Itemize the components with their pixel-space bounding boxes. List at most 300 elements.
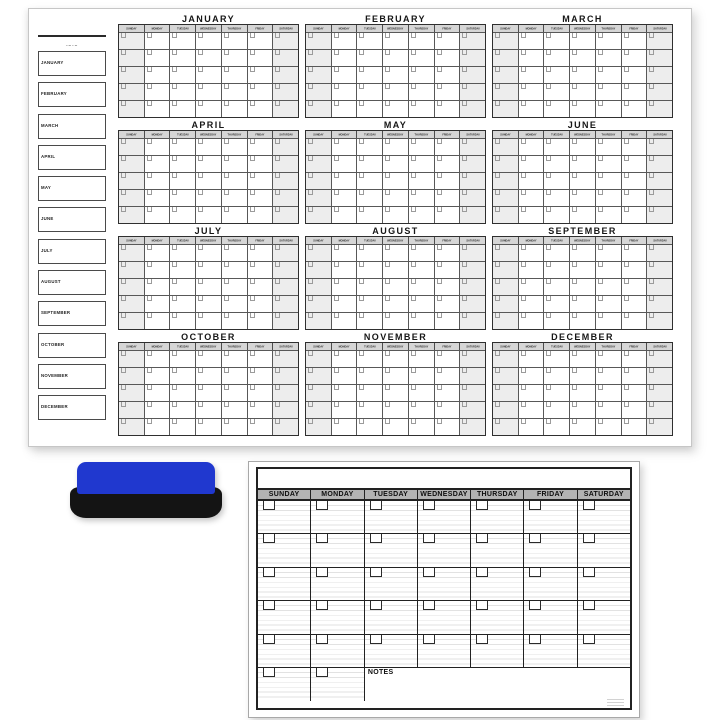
date-checkbox [172, 419, 177, 424]
day-header-cell [596, 131, 622, 138]
day-cell [119, 66, 145, 83]
day-cell [248, 244, 274, 261]
day-cell [544, 278, 570, 295]
day-cell [435, 278, 461, 295]
date-checkbox [308, 279, 313, 284]
day-header-label: FRIDAY [629, 27, 639, 30]
date-checkbox [385, 262, 390, 267]
day-cell [145, 384, 171, 401]
day-header-cell [222, 131, 248, 138]
day-header-cell [409, 343, 435, 350]
day-cell [596, 83, 622, 100]
day-cell [222, 49, 248, 66]
eraser-handle [77, 462, 215, 494]
monthly-day-cell [578, 601, 630, 633]
day-cell [622, 189, 648, 206]
date-checkbox [546, 207, 551, 212]
day-cell [596, 32, 622, 49]
week-row [119, 312, 298, 329]
date-checkbox [649, 84, 654, 89]
day-cell [119, 384, 145, 401]
day-cell [647, 49, 672, 66]
week-row [306, 155, 485, 172]
day-header-cell [306, 343, 332, 350]
date-checkbox [263, 635, 275, 644]
date-checkbox [275, 419, 280, 424]
day-cell [196, 155, 222, 172]
day-header-cell [622, 25, 648, 32]
day-cell [170, 66, 196, 83]
week-row [306, 401, 485, 418]
day-header-cell [493, 237, 519, 244]
day-cell [622, 32, 648, 49]
date-checkbox [521, 190, 526, 195]
day-cell [570, 312, 596, 329]
month-title: FEBRUARY [365, 14, 426, 24]
date-checkbox [359, 50, 364, 55]
date-checkbox [334, 67, 339, 72]
day-header-cell [409, 237, 435, 244]
month-table [118, 130, 299, 224]
day-cell [306, 418, 332, 435]
date-checkbox [334, 368, 339, 373]
day-cell [622, 66, 648, 83]
day-cell [306, 66, 332, 83]
date-checkbox [521, 313, 526, 318]
date-checkbox [147, 419, 152, 424]
day-cell [493, 367, 519, 384]
day-cell [306, 206, 332, 223]
day-cell [519, 295, 545, 312]
week-row [493, 32, 672, 49]
date-checkbox [649, 190, 654, 195]
date-checkbox [598, 207, 603, 212]
week-row [306, 312, 485, 329]
day-cell [570, 138, 596, 155]
day-cell [248, 83, 274, 100]
monthly-day-header-cell: SUNDAY [258, 490, 311, 499]
week-row [119, 155, 298, 172]
day-header-label: SUNDAY [126, 345, 137, 348]
date-checkbox [224, 33, 229, 38]
day-cell [622, 278, 648, 295]
week-row [119, 418, 298, 435]
date-checkbox [437, 50, 442, 55]
sidebar-month-box [38, 145, 106, 170]
week-row [119, 49, 298, 66]
date-checkbox [308, 368, 313, 373]
day-cell [273, 384, 298, 401]
sidebar-month-box [38, 114, 106, 139]
day-cell [222, 350, 248, 367]
day-cell [248, 401, 274, 418]
day-cell [248, 278, 274, 295]
date-checkbox [572, 173, 577, 178]
day-cell [332, 49, 358, 66]
day-header-label: SATURDAY [465, 27, 480, 30]
day-cell [196, 295, 222, 312]
day-header-cell [273, 237, 298, 244]
date-checkbox [316, 568, 328, 577]
date-checkbox [495, 33, 500, 38]
day-header-cell [332, 343, 358, 350]
date-checkbox [147, 402, 152, 407]
day-cell [544, 295, 570, 312]
day-cell [273, 312, 298, 329]
day-cell [519, 278, 545, 295]
date-checkbox [198, 279, 203, 284]
day-cell [383, 295, 409, 312]
monthly-day-cell [418, 534, 471, 566]
day-cell [493, 49, 519, 66]
date-checkbox [649, 50, 654, 55]
date-checkbox [263, 534, 275, 543]
date-checkbox [308, 296, 313, 301]
date-checkbox [546, 50, 551, 55]
date-checkbox [198, 313, 203, 318]
day-cell [570, 367, 596, 384]
day-header-label: WEDNESDAY [200, 133, 217, 136]
day-header-label: TUESDAY [550, 133, 563, 136]
week-row [306, 418, 485, 435]
date-checkbox [529, 534, 541, 543]
date-checkbox [359, 84, 364, 89]
date-checkbox [359, 402, 364, 407]
date-checkbox [147, 139, 152, 144]
date-checkbox [624, 402, 629, 407]
day-cell [196, 418, 222, 435]
day-header-cell [170, 237, 196, 244]
day-cell [332, 66, 358, 83]
date-checkbox [385, 419, 390, 424]
date-checkbox [624, 139, 629, 144]
sidebar-month-label: MAY [41, 186, 51, 191]
day-header-row [493, 25, 672, 32]
day-cell [435, 32, 461, 49]
date-checkbox [359, 139, 364, 144]
day-cell [383, 32, 409, 49]
sidebar-month-label: FEBRUARY [41, 92, 67, 97]
date-checkbox [624, 262, 629, 267]
date-checkbox [462, 385, 467, 390]
month-grid [305, 12, 486, 118]
day-cell [596, 49, 622, 66]
sidebar-month-label: APRIL [41, 154, 56, 160]
sidebar-month-label: SEPTEMBER [41, 311, 71, 316]
week-row [493, 384, 672, 401]
day-header-label: TUESDAY [550, 27, 563, 30]
day-header-label: MONDAY [151, 345, 163, 348]
monthly-day-cell [471, 568, 524, 600]
date-checkbox [334, 139, 339, 144]
day-cell [622, 350, 648, 367]
day-header-label: WEDNESDAY [200, 27, 217, 30]
date-checkbox [147, 313, 152, 318]
day-cell [332, 367, 358, 384]
day-cell [570, 295, 596, 312]
day-cell [570, 261, 596, 278]
date-checkbox [172, 139, 177, 144]
day-cell [357, 244, 383, 261]
date-checkbox [462, 84, 467, 89]
day-header-cell [119, 25, 145, 32]
date-checkbox [649, 173, 654, 178]
day-cell [332, 401, 358, 418]
day-header-label: THURSDAY [227, 133, 242, 136]
monthly-day-header-cell: SATURDAY [583, 491, 624, 498]
day-cell [596, 261, 622, 278]
day-cell [222, 138, 248, 155]
day-cell [596, 66, 622, 83]
date-checkbox [495, 296, 500, 301]
day-cell [357, 155, 383, 172]
day-header-cell [273, 131, 298, 138]
day-cell [544, 138, 570, 155]
day-cell [196, 384, 222, 401]
day-cell [196, 189, 222, 206]
week-row [119, 244, 298, 261]
date-checkbox [521, 368, 526, 373]
day-header-cell [222, 237, 248, 244]
day-header-cell [622, 237, 648, 244]
date-checkbox [121, 67, 126, 72]
day-cell [435, 155, 461, 172]
day-cell [170, 295, 196, 312]
day-header-cell [647, 343, 672, 350]
monthly-day-cell [311, 601, 364, 633]
week-row [119, 295, 298, 312]
monthly-day-header-cell: THURSDAY [471, 490, 524, 499]
date-checkbox [437, 156, 442, 161]
day-cell [460, 206, 485, 223]
day-cell [409, 261, 435, 278]
week-row [306, 49, 485, 66]
date-checkbox [250, 156, 255, 161]
date-checkbox [546, 385, 551, 390]
week-row [306, 32, 485, 49]
day-cell [383, 350, 409, 367]
day-header-row [493, 343, 672, 350]
date-checkbox [224, 190, 229, 195]
day-header-label: SUNDAY [313, 239, 324, 242]
sidebar-month-label: DECEMBER [41, 405, 68, 410]
day-header-label: FRIDAY [255, 345, 265, 348]
date-checkbox [546, 84, 551, 89]
date-checkbox [411, 207, 416, 212]
day-cell [544, 244, 570, 261]
day-header-cell [570, 25, 596, 32]
day-cell [409, 189, 435, 206]
day-header-cell [357, 237, 383, 244]
day-header-row [306, 131, 485, 138]
week-row [493, 138, 672, 155]
date-checkbox [598, 419, 603, 424]
day-cell [170, 350, 196, 367]
day-cell [435, 83, 461, 100]
day-cell [170, 100, 196, 117]
day-cell [273, 66, 298, 83]
day-cell [145, 83, 171, 100]
date-checkbox [370, 601, 382, 610]
day-header-label: TUESDAY [363, 133, 376, 136]
date-checkbox [462, 139, 467, 144]
date-checkbox [224, 351, 229, 356]
day-cell [519, 367, 545, 384]
day-cell [222, 244, 248, 261]
day-header-label: SUNDAY [500, 345, 511, 348]
day-cell [570, 66, 596, 83]
day-header-label: THURSDAY [227, 27, 242, 30]
day-cell [596, 401, 622, 418]
date-checkbox [572, 139, 577, 144]
date-checkbox [437, 419, 442, 424]
sidebar-month-box [38, 51, 106, 76]
day-cell [248, 312, 274, 329]
week-row [119, 278, 298, 295]
monthly-day-cell [258, 501, 311, 533]
sidebar-month-box [38, 270, 106, 295]
day-cell [222, 312, 248, 329]
week-row [119, 100, 298, 117]
date-checkbox [624, 190, 629, 195]
date-checkbox [275, 207, 280, 212]
sidebar-month-box [38, 176, 106, 201]
day-cell [273, 261, 298, 278]
date-checkbox [334, 84, 339, 89]
day-cell [306, 261, 332, 278]
day-header-label: MONDAY [338, 345, 350, 348]
date-checkbox [121, 296, 126, 301]
day-cell [170, 278, 196, 295]
day-header-cell [647, 131, 672, 138]
week-row [493, 244, 672, 261]
date-checkbox [308, 385, 313, 390]
date-checkbox [224, 279, 229, 284]
day-header-cell [570, 343, 596, 350]
date-checkbox [624, 419, 629, 424]
sidebar-month-box [38, 82, 106, 107]
day-header-label: SUNDAY [313, 27, 324, 30]
date-checkbox [385, 279, 390, 284]
day-header-cell [145, 343, 171, 350]
day-cell [222, 367, 248, 384]
monthly-day-cell [524, 601, 577, 633]
day-cell [196, 32, 222, 49]
date-checkbox [147, 33, 152, 38]
date-checkbox [423, 635, 435, 644]
day-cell [196, 350, 222, 367]
date-checkbox [572, 279, 577, 284]
day-header-label: WEDNESDAY [574, 345, 591, 348]
date-checkbox [172, 402, 177, 407]
month-grid [118, 330, 299, 436]
day-cell [119, 261, 145, 278]
day-cell [306, 312, 332, 329]
day-cell [409, 172, 435, 189]
day-header-row [306, 343, 485, 350]
date-checkbox [385, 207, 390, 212]
date-checkbox [147, 279, 152, 284]
day-header-cell [170, 25, 196, 32]
date-checkbox [121, 245, 126, 250]
date-checkbox [411, 351, 416, 356]
day-cell [409, 100, 435, 117]
day-cell [647, 206, 672, 223]
day-cell [119, 189, 145, 206]
date-checkbox [521, 33, 526, 38]
monthly-day-header-cell: TUESDAY [365, 490, 418, 499]
day-header-cell [622, 131, 648, 138]
day-header-cell [332, 237, 358, 244]
monthly-day-cell [258, 568, 311, 600]
day-cell [493, 418, 519, 435]
day-cell [332, 32, 358, 49]
date-checkbox [359, 33, 364, 38]
day-header-cell [460, 25, 485, 32]
day-cell [383, 367, 409, 384]
date-checkbox [572, 50, 577, 55]
day-cell [544, 350, 570, 367]
day-cell [622, 401, 648, 418]
day-header-label: MONDAY [525, 345, 537, 348]
day-cell [306, 155, 332, 172]
date-checkbox [250, 296, 255, 301]
date-checkbox [308, 207, 313, 212]
monthly-week-row [258, 635, 630, 668]
date-checkbox [147, 101, 152, 106]
date-checkbox [385, 313, 390, 318]
date-checkbox [359, 419, 364, 424]
date-checkbox [250, 313, 255, 318]
week-row [493, 206, 672, 223]
day-cell [570, 172, 596, 189]
month-grid [118, 224, 299, 330]
day-cell [596, 418, 622, 435]
day-cell [493, 295, 519, 312]
day-cell [145, 367, 171, 384]
date-checkbox [411, 419, 416, 424]
day-cell [460, 189, 485, 206]
day-cell [383, 244, 409, 261]
date-checkbox [308, 84, 313, 89]
day-cell [332, 83, 358, 100]
day-cell [570, 384, 596, 401]
date-checkbox [316, 534, 328, 543]
day-cell [170, 244, 196, 261]
day-cell [409, 49, 435, 66]
date-checkbox [147, 262, 152, 267]
day-cell [519, 66, 545, 83]
date-checkbox [411, 279, 416, 284]
day-cell [222, 401, 248, 418]
day-cell [647, 83, 672, 100]
day-cell [306, 384, 332, 401]
day-cell [273, 189, 298, 206]
date-checkbox [649, 385, 654, 390]
date-checkbox [598, 279, 603, 284]
day-header-cell [383, 131, 409, 138]
day-header-label: TUESDAY [550, 239, 563, 242]
week-row [119, 189, 298, 206]
week-row [493, 83, 672, 100]
day-header-label: TUESDAY [176, 239, 189, 242]
date-checkbox [521, 279, 526, 284]
date-checkbox [624, 67, 629, 72]
date-checkbox [598, 385, 603, 390]
day-cell [119, 206, 145, 223]
date-checkbox [308, 245, 313, 250]
day-cell [332, 172, 358, 189]
